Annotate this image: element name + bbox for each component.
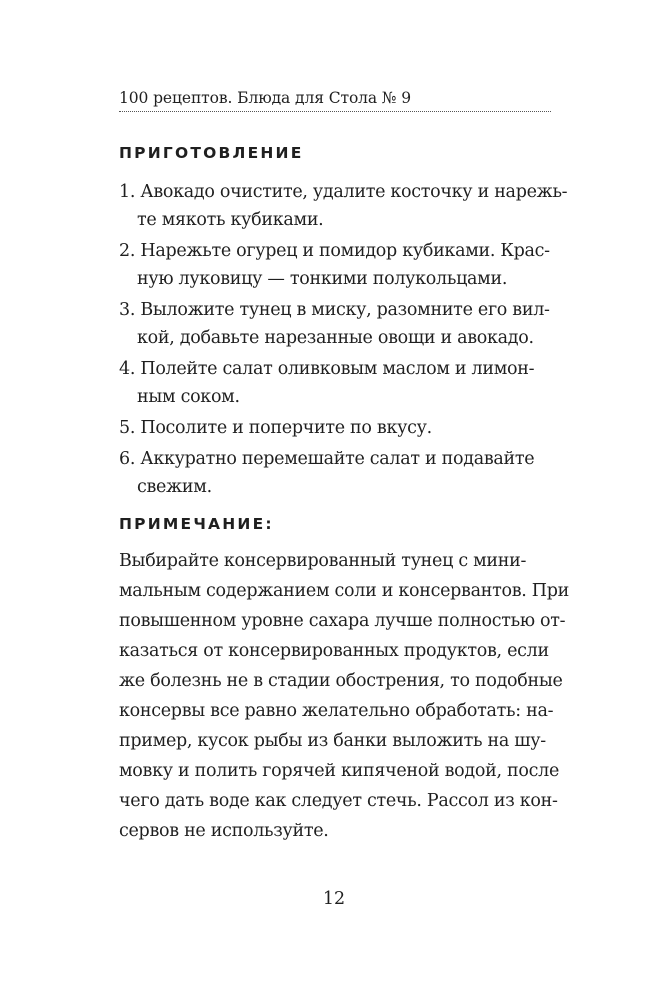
step-1-line-1: 1. Авокадо очистите, удалите косточку и нарежь- [119, 182, 568, 202]
step-4-line-2: ным соком. [137, 387, 240, 407]
step-3-line-2: кой, добавьте нарезанные овощи и авокадо. [137, 328, 534, 348]
preparation-heading: ПРИГОТОВЛЕНИЕ [119, 144, 304, 162]
step-3 [119, 296, 559, 352]
step-2-line-1: 2. Нарежьте огурец и помидор кубиками. Крас- [119, 241, 550, 261]
step-4 [119, 355, 559, 411]
running-head-title: 100 рецептов. Блюда для Стола № 9 [119, 89, 412, 107]
step-5-line-1: 5. Посолите и поперчите по вкусу. [119, 418, 432, 438]
note-line: консервы все равно желательно обработать: на- [119, 701, 554, 721]
note-line: повышенном уровне сахара лучше полностью от- [119, 611, 566, 631]
note-paragraph [119, 546, 569, 846]
step-4-line-1: 4. Полейте салат оливковым маслом и лимон- [119, 359, 535, 379]
step-6-line-1: 6. Аккуратно перемешайте салат и подавайте [119, 449, 535, 469]
note-line: казаться от консервированных продуктов, если [119, 641, 549, 661]
step-6-line-2: свежим. [137, 477, 212, 497]
note-line: мовку и полить горячей кипяченой водой, после [119, 761, 559, 781]
step-2 [119, 237, 559, 293]
step-2-line-2: ную луковицу — тонкими полукольцами. [137, 269, 508, 289]
step-5 [119, 414, 559, 442]
step-3-line-1: 3. Выложите тунец в миску, разомните его вил- [119, 300, 550, 320]
step-6 [119, 445, 559, 501]
note-line: мальным содержанием соли и консервантов. При [119, 581, 569, 601]
step-1-line-2: те мякоть кубиками. [137, 210, 324, 230]
note-line: же болезнь не в стадии обострения, то подобные [119, 671, 563, 691]
note-line: Выбирайте консервированный тунец с мини- [119, 551, 527, 571]
step-1 [119, 178, 568, 234]
page-number: 12 [322, 889, 346, 909]
preparation-steps-list [119, 178, 568, 504]
running-head-divider [119, 111, 551, 112]
note-heading: ПРИМЕЧАНИЕ: [119, 515, 274, 533]
note-line: чего дать воде как следует стечь. Рассол из кон- [119, 791, 558, 811]
note-line: сервов не используйте. [119, 821, 329, 841]
note-line: пример, кусок рыбы из банки выложить на шу- [119, 731, 546, 751]
